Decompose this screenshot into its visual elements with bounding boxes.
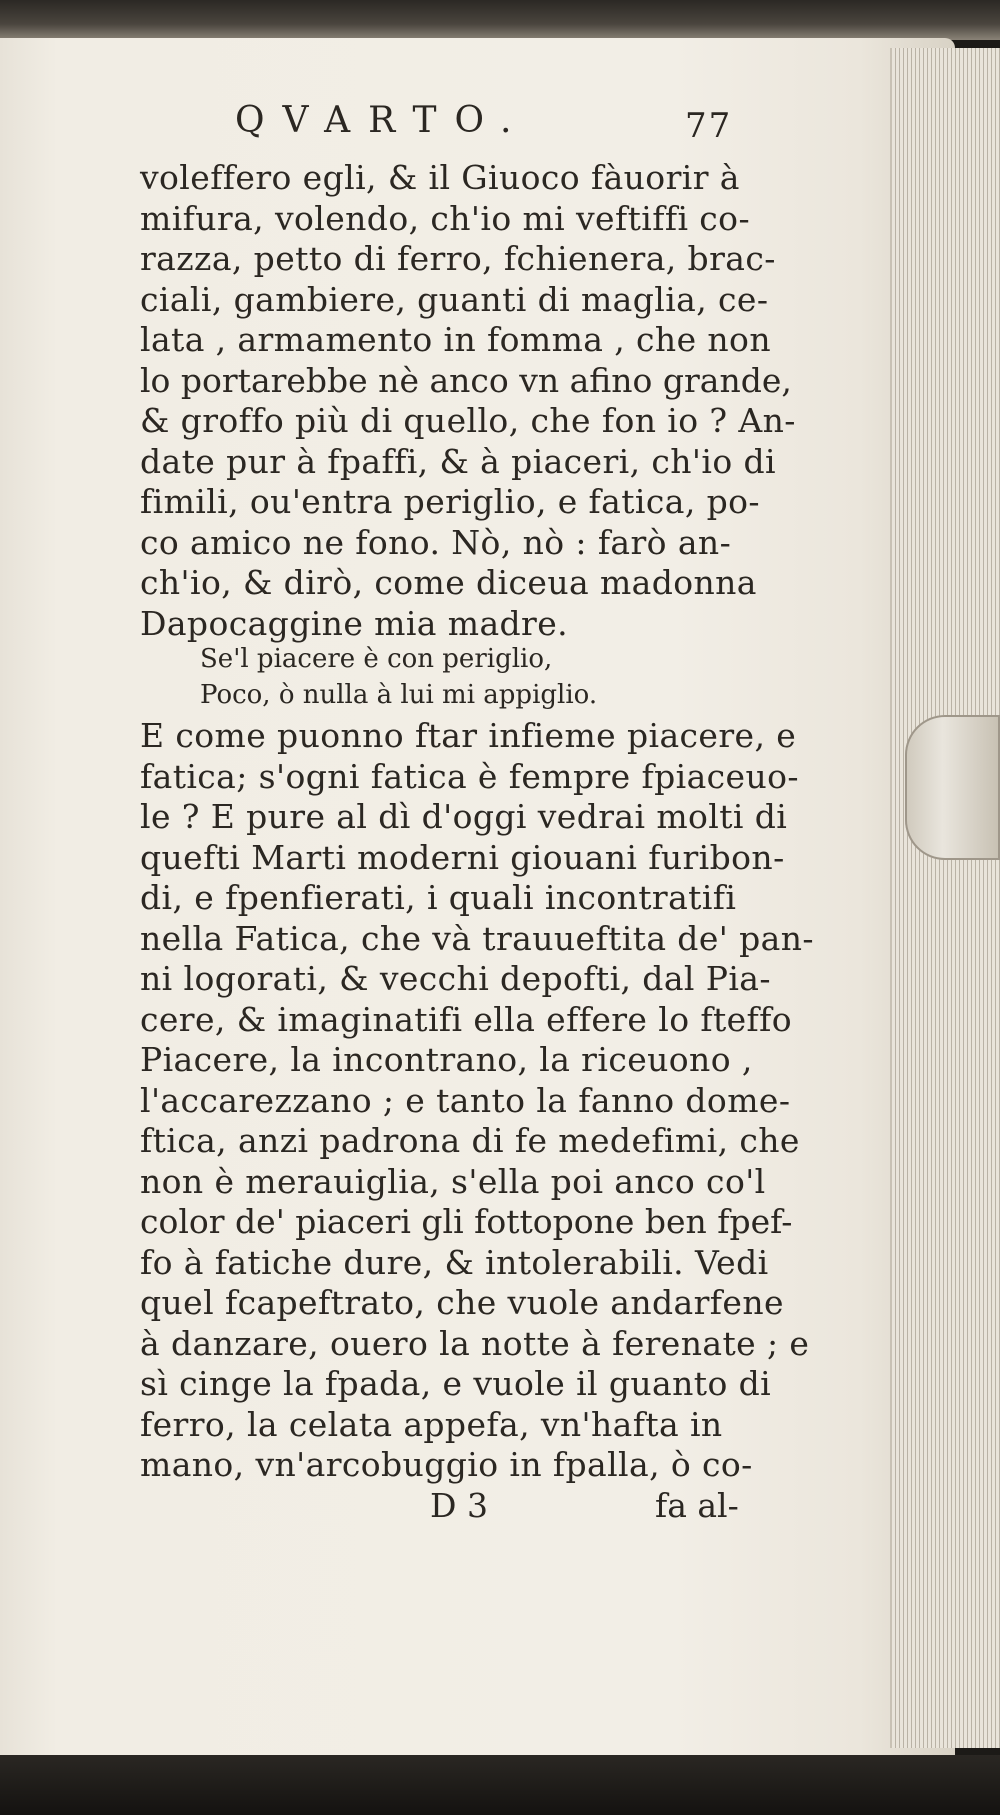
text-line: Piacere, la incontrano, la riceuono , bbox=[140, 1040, 753, 1079]
page-footer bbox=[140, 1486, 800, 1530]
book-top-edge bbox=[0, 0, 1000, 40]
text-line: non è merauiglia, s'ella poi anco co'l bbox=[140, 1161, 766, 1201]
text-line: mifura, volendo, ch'io mi veftiffi co- bbox=[140, 198, 750, 238]
text-line: ciali, gambiere, guanti di maglia, ce- bbox=[140, 279, 769, 319]
text-line: ni logorati, & vecchi depofti, dal Pia- bbox=[140, 959, 771, 998]
text-line: quefti Marti moderni giouani furibon- bbox=[140, 837, 785, 877]
text-line: mano, vn'arcobuggio in fpalla, ò co- bbox=[140, 1445, 753, 1484]
text-line: Dapocaggine mia madre. bbox=[140, 603, 569, 643]
verse-line: Poco, ò nulla à lui mi appiglio. bbox=[200, 680, 598, 710]
text-line: nella Fatica, che và trauueftita de' pan- bbox=[140, 918, 814, 958]
page-text bbox=[140, 100, 814, 1530]
text-line: color de' piaceri gli fottopone ben fpef- bbox=[140, 1202, 793, 1241]
page-header bbox=[140, 100, 800, 158]
text-line: ftica, anzi padrona di fe medefimi, che bbox=[140, 1121, 800, 1160]
text-line: le ? E pure al dì d'oggi vedrai molti di bbox=[140, 797, 788, 836]
text-line: E come puonno ftar infieme piacere, e bbox=[140, 716, 797, 755]
text-line: ferro, la celata appefa, vn'hafta in bbox=[140, 1404, 723, 1444]
text-line: sì cinge la fpada, e vuole il guanto di bbox=[140, 1364, 772, 1403]
verse-line: Se'l piacere è con periglio, bbox=[200, 644, 553, 674]
running-head: QVARTO. bbox=[235, 100, 530, 141]
book-bottom-edge bbox=[0, 1755, 1000, 1815]
text-line: fimili, ou'entra periglio, e fatica, po- bbox=[140, 482, 760, 521]
text-line: voleffero egli, & il Giuoco fàuorir à bbox=[140, 158, 740, 197]
text-line: di, e fpenfierati, i quali incontratifi bbox=[140, 878, 737, 917]
page-fore-edge bbox=[890, 48, 1000, 1748]
text-line: fatica; s'ogni fatica è fempre fpiaceuo- bbox=[140, 756, 799, 796]
text-line: l'accarezzano ; e tanto la fanno dome- bbox=[140, 1080, 791, 1120]
page-number: 77 bbox=[685, 106, 733, 146]
text-line: fo à fatiche dure, & intolerabili. Vedi bbox=[140, 1242, 769, 1282]
catchword: fa al- bbox=[655, 1485, 739, 1525]
text-line: lata , armamento in fomma , che non bbox=[140, 320, 771, 359]
text-line: razza, petto di ferro, fchienera, brac- bbox=[140, 239, 776, 278]
text-line: co amico ne fono. Nò, nò : farò an- bbox=[140, 522, 732, 562]
text-line: ch'io, & dirò, come diceua madonna bbox=[140, 563, 757, 602]
text-line: lo portarebbe nè anco vn afino grande, bbox=[140, 360, 792, 400]
text-line: date pur à fpaffi, & à piaceri, ch'io di bbox=[140, 441, 776, 481]
text-line: & groffo più di quello, che fon io ? An- bbox=[140, 401, 796, 440]
text-line: quel fcapeftrato, che vuole andarfene bbox=[140, 1283, 784, 1322]
text-line: cere, & imaginatifi ella effere lo fteffo bbox=[140, 999, 793, 1039]
page-clip bbox=[905, 715, 1000, 860]
text-line: à danzare, ouero la notte à ferenate ; e bbox=[140, 1323, 810, 1363]
signature-mark: D 3 bbox=[430, 1485, 488, 1525]
